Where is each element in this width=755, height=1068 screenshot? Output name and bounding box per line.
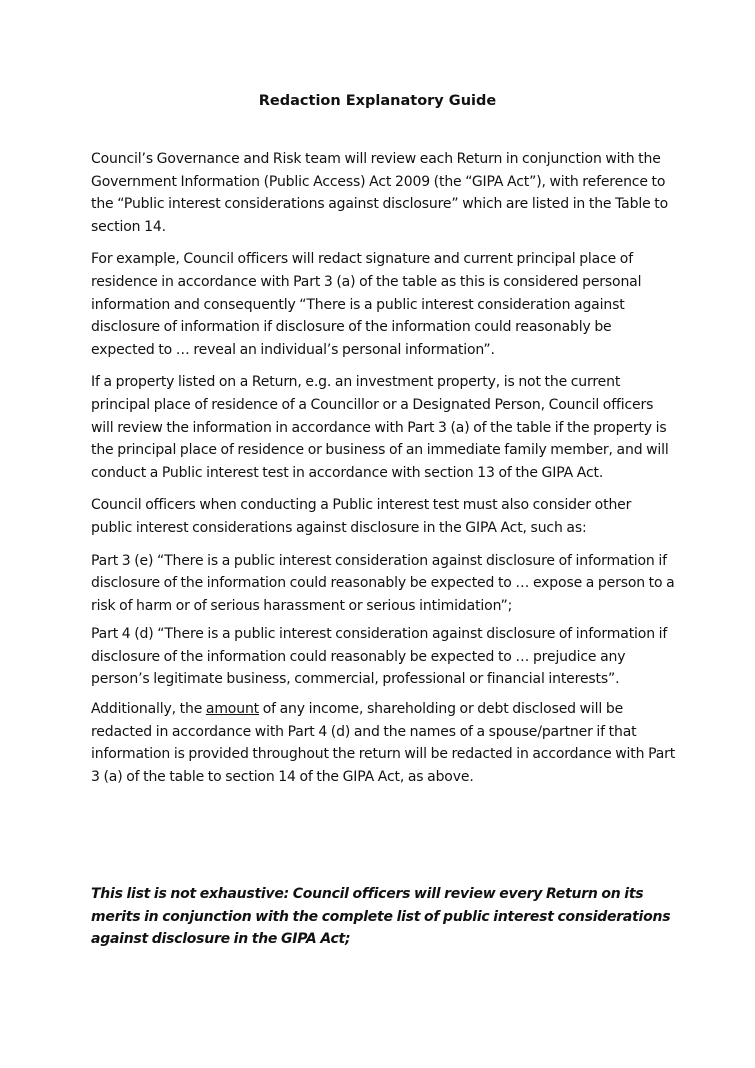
paragraph-part-4d: Part 4 (d) “There is a public interest consideration against disclosure of information if disclosure of the information could reasonably be expected to … prejudice any person’s legitimate business, commercial, professional or financial interests”. (91, 626, 668, 688)
underlined-amount: amount (205, 701, 260, 718)
amount-paragraph-lead: Additionally, the (91, 701, 206, 718)
paragraph-investment-property: If a property listed on a Return, e.g. an investment property, is not the current principal place of residence of a Councillor or a Designated Person, Council officers will review the information in accordance with Part 3 (a) of the table if the property is the principal place of residence or business of an immediate family member, and will conduct a Public interest test in accordance with section 13 of the GIPA Act. (91, 374, 669, 481)
paragraph-personal-information-example: For example, Council officers will redact signature and current principal place of residence in accordance with Part 3 (a) of the table as this is considered personal information and consequently “There is a public interest consideration against disclosure of information if disclosure of the information could reasonably be expected to … reveal an individual’s personal information”. (91, 251, 642, 358)
paragraph-public-interest-test: Council officers when conducting a Public interest test must also consider other public interest considerations against disclosure in the GIPA Act, such as: (91, 497, 632, 536)
closing-note: This list is not exhaustive: Council officers will review every Return on its merits in conjunction with the complete list of public interest considerations against disclosure in the GIPA Act; (91, 886, 671, 948)
paragraph-amount-redaction (91, 698, 676, 788)
page-title: Redaction Explanatory Guide (258, 93, 497, 109)
paragraph-part-3e: Part 3 (e) “There is a public interest consideration against disclosure of information if disclosure of the information could reasonably be expected to … expose a person to a risk of harm or of serious harassment or serious intimidation”; (91, 552, 675, 614)
amount-paragraph-rest: of any income, shareholding or debt disclosed will be redacted in accordance with Part 4 (d) and the names of a spouse/partner if that information is provided throughout the return will be redacted in accordance with Part 3 (a) of the table to section 14 of the GIPA Act, as above. (91, 701, 676, 785)
document-body (91, 148, 676, 794)
paragraph-governance-review: Council’s Governance and Risk team will review each Return in conjunction with the Government Information (Public Access) Act 2009 (the “GIPA Act”), with reference to the “Public interest considerations against disclosure” which are listed in the Table to section 14. (91, 151, 668, 235)
